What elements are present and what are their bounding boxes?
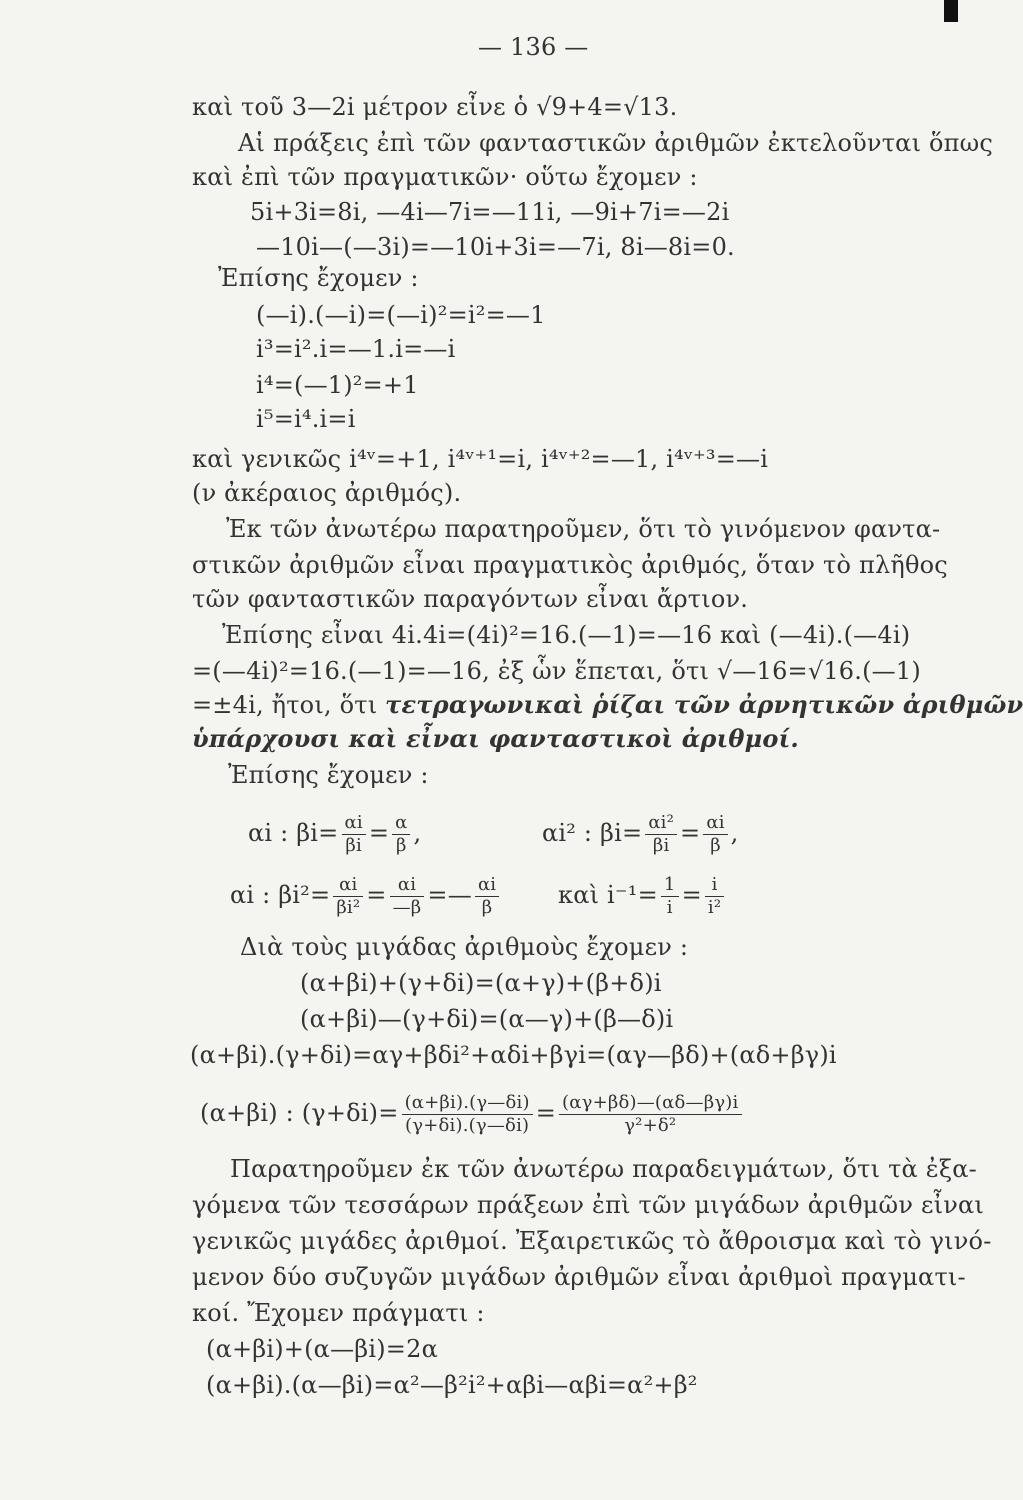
denominator: γ²+δ² — [624, 1115, 677, 1136]
text-segment: , — [730, 819, 739, 847]
denominator: β — [481, 897, 493, 918]
text-line: στικῶν ἀριθμῶν εἶναι πραγματικὸς ἀριθμός, ὅταν τὸ πλῆθος — [192, 551, 948, 579]
page-number: — 136 — — [478, 33, 589, 61]
equation-line: (—i).(—i)=(—i)²=i²=—1 — [256, 301, 546, 329]
text-line — [192, 690, 1023, 720]
equation-line: (α+βi).(γ+δi)=αγ+βδi²+αδi+βγi=(αγ—βδ)+(αδ+βγ)i — [190, 1041, 837, 1069]
fraction — [333, 874, 363, 919]
text-segment: αi : βi= — [248, 819, 339, 847]
denominator: β — [396, 835, 407, 856]
text-line: Παρατηροῦμεν ἐκ τῶν ἀνωτέρω παραδειγμάτων, ὅτι τὰ ἐξα- — [230, 1155, 977, 1183]
text-line: γόμενα τῶν τεσσάρων πράξεων ἐπὶ τῶν μιγάδων ἀριθμῶν εἶναι — [192, 1191, 984, 1219]
emphasized-text: τετραγωνικαὶ ῥίζαι τῶν ἀρνητικῶν ἀριθμῶν — [385, 690, 1023, 719]
text-segment: καὶ i⁻¹= — [558, 881, 658, 909]
text-line: κοί. Ἔχομεν πράγματι : — [192, 1299, 485, 1327]
text-line: Αἱ πράξεις ἐπὶ τῶν φανταστικῶν ἀριθμῶν ἐκτελοῦνται ὅπως — [238, 129, 994, 157]
denominator: i — [666, 897, 673, 918]
numerator: αi — [342, 812, 366, 835]
numerator: αi² — [645, 812, 677, 835]
fraction — [390, 874, 425, 919]
fraction-equation — [200, 1092, 745, 1137]
text-segment: (α+βi) : (γ+δi)= — [200, 1099, 399, 1127]
emphasized-text: ὑπάρχουσι καὶ εἶναι φανταστικοὶ ἀριθμοί. — [192, 724, 799, 753]
text-line: καὶ ἐπὶ τῶν πραγματικῶν· οὕτω ἔχομεν : — [192, 163, 698, 191]
equation-line: (α+βi)—(γ+δi)=(α—γ)+(β—δ)i — [300, 1005, 674, 1033]
text-segment: =— — [427, 881, 472, 909]
numerator: αi — [333, 874, 363, 897]
fraction — [705, 874, 724, 919]
text-line: Ἐκ τῶν ἀνωτέρω παρατηροῦμεν, ὅτι τὸ γινόμενον φαντα- — [226, 515, 941, 543]
denominator: βi — [652, 835, 670, 856]
denominator: (γ+δi).(γ—δi) — [405, 1115, 530, 1136]
equation-line: —10i—(—3i)=—10i+3i=—7i, 8i—8i=0. — [256, 233, 735, 261]
fraction — [392, 812, 410, 857]
numerator: αi — [703, 812, 727, 835]
equation-line: (α+βi).(α—βi)=α²—β²i²+αβi—αβi=α²+β² — [206, 1371, 698, 1399]
text-segment: = — [366, 881, 387, 909]
numerator: i — [705, 874, 724, 897]
denominator: —β — [392, 897, 422, 918]
text-line: καὶ τοῦ 3—2i μέτρον εἶνε ὁ √9+4=√13. — [192, 93, 678, 121]
numerator: α — [392, 812, 410, 835]
denominator: βi — [345, 835, 362, 856]
fraction — [559, 1092, 741, 1137]
denominator: β — [710, 835, 721, 856]
equation-line: 5i+3i=8i, —4i—7i=—11i, —9i+7i=—2i — [250, 198, 730, 226]
fraction-equation — [542, 812, 739, 857]
text-line: =(—4i)²=16.(—1)=—16, ἐξ ὧν ἕπεται, ὅτι √—16=√16.(—1) — [192, 657, 921, 685]
text-segment: = — [368, 819, 390, 847]
numerator: αi — [475, 874, 499, 897]
text-line: Ἐπίσης ἔχομεν : — [228, 761, 429, 789]
text-line: Ἐπίσης εἶναι 4i.4i=(4i)²=16.(—1)=—16 καὶ (—4i).(—4i) — [222, 621, 911, 649]
numerator: (αγ+βδ)—(αδ—βγ)i — [559, 1092, 741, 1115]
text-line: γενικῶς μιγάδες ἀριθμοί. Ἐξαιρετικῶς τὸ ἄθροισμα καὶ τὸ γινό- — [192, 1227, 992, 1255]
text-line: τῶν φανταστικῶν παραγόντων εἶναι ἄρτιον. — [192, 585, 749, 613]
equation-line: (α+βi)+(γ+δi)=(α+γ)+(β+δ)i — [300, 969, 662, 997]
text-line: Ἐπίσης ἔχομεν : — [218, 264, 419, 292]
fraction-equation — [558, 874, 727, 919]
equation-line: i⁵=i⁴.i=i — [256, 405, 356, 433]
fraction — [703, 812, 727, 857]
fraction — [402, 1092, 533, 1137]
numerator: (α+βi).(γ—δi) — [402, 1092, 533, 1115]
numerator: αi — [390, 874, 425, 897]
numerator: 1 — [661, 874, 679, 897]
equation-line: i⁴=(—1)²=+1 — [256, 371, 419, 399]
denominator: i² — [707, 897, 722, 918]
equation-line: i³=i².i=—1.i=—i — [256, 335, 456, 363]
fraction — [475, 874, 499, 919]
text-line: μενον δύο συζυγῶν μιγάδων ἀριθμῶν εἶναι ἀριθμοὶ πραγματι- — [192, 1263, 966, 1291]
fraction-equation — [248, 812, 421, 857]
text-segment: αi : βi²= — [230, 881, 331, 909]
scan-corner-mark — [944, 0, 958, 22]
text-segment: = — [680, 819, 701, 847]
text-segment: = — [535, 1099, 557, 1127]
text-line: (ν ἀκέραιος ἀριθμός). — [192, 479, 462, 507]
fraction — [661, 874, 679, 919]
equation-line: καὶ γενικῶς i⁴ᵛ=+1, i⁴ᵛ⁺¹=i, i⁴ᵛ⁺²=—1, i⁴ᵛ⁺³=—i — [192, 445, 769, 473]
text-segment: αi² : βi= — [542, 819, 643, 847]
text-segment: = — [681, 881, 702, 909]
fraction-equation — [230, 874, 502, 919]
fraction — [645, 812, 677, 857]
equation-line: (α+βi)+(α—βi)=2α — [206, 1335, 438, 1363]
text-segment: =±4i, ἤτοι, ὅτι — [192, 691, 386, 719]
fraction — [342, 812, 366, 857]
text-segment: , — [413, 819, 422, 847]
text-line: Διὰ τοὺς μιγάδας ἀριθμοὺς ἔχομεν : — [240, 933, 689, 961]
denominator: βi² — [336, 897, 361, 918]
